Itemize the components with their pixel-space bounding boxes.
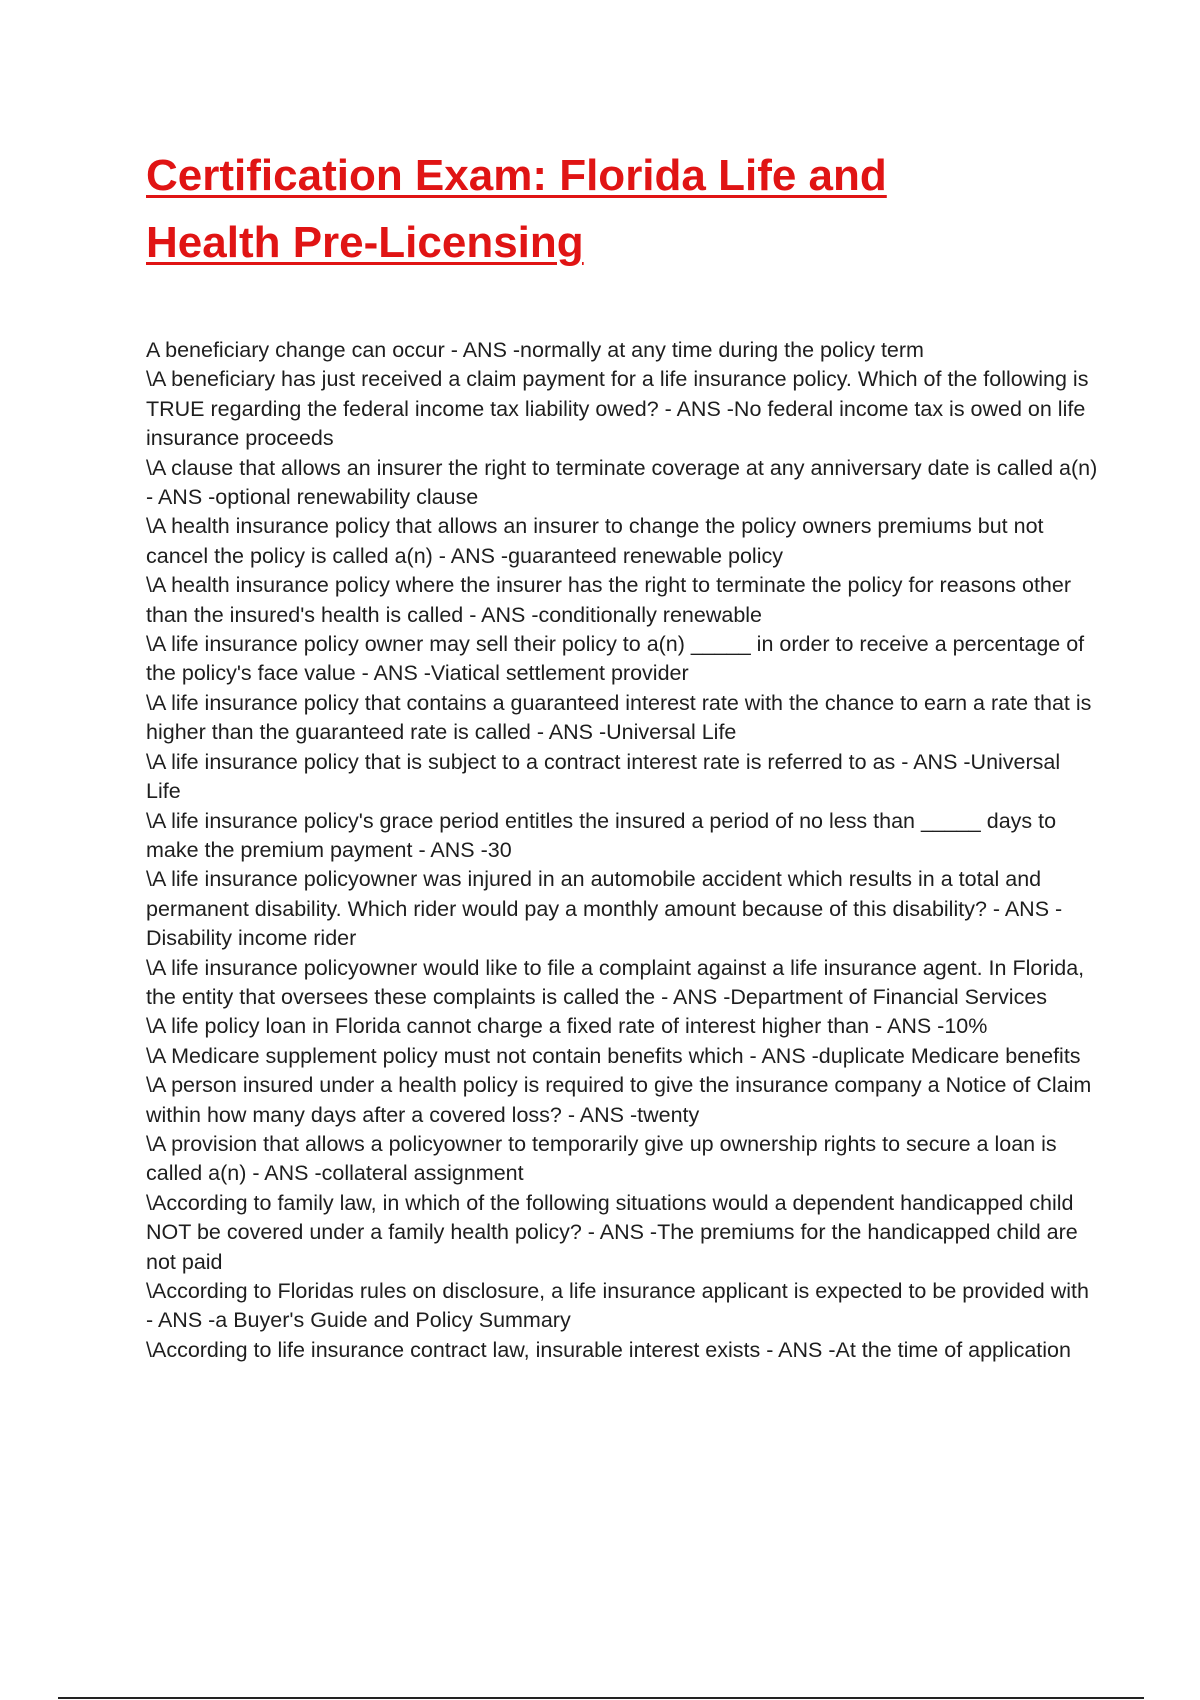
qa-item: \A life insurance policyowner would like to file a complaint against a life insurance agent. In Florida, the entity that oversees these complaints is called the - ANS -Department of Financial Services bbox=[146, 955, 1085, 1009]
qa-item: \A life insurance policy that contains a guaranteed interest rate with the chance to earn a rate that is higher than the guaranteed rate is called - ANS -Universal Life bbox=[146, 690, 1092, 745]
page-title bbox=[146, 142, 1046, 276]
qa-item: A beneficiary change can occur - ANS -normally at any time during the policy term bbox=[146, 338, 924, 362]
qa-item: \A life insurance policyowner was injured in an automobile accident which results in a total and permanent disability. Which rider would pay a monthly amount because of this disability? - ANS -Disability income rider bbox=[146, 867, 1063, 951]
title-line-2: Health Pre-Licensing bbox=[146, 218, 584, 267]
title-line-1: Certification Exam: Florida Life and bbox=[146, 151, 887, 200]
qa-item: \A life insurance policy that is subject to a contract interest rate is referred to as - ANS -Universal Life bbox=[146, 749, 1061, 804]
qa-item: \According to life insurance contract law, insurable interest exists - ANS -At the time of application bbox=[146, 1337, 1071, 1362]
qa-item: \A health insurance policy that allows an insurer to change the policy owners premiums but not cancel the policy is called a(n) - ANS -guaranteed renewable policy bbox=[146, 514, 1044, 568]
qa-item: \A clause that allows an insurer the right to terminate coverage at any anniversary date is called a(n) - ANS -optional renewability clause bbox=[146, 455, 1098, 510]
question-answer-list bbox=[146, 336, 1098, 1365]
qa-item: \A life insurance policy's grace period entitles the insured a period of no less than _____ days to make the premium payment - ANS -30 bbox=[146, 808, 1057, 862]
qa-item: \A life insurance policy owner may sell their policy to a(n) _____ in order to receive a percentage of the policy's face value - ANS -Viatical settlement provider bbox=[146, 632, 1085, 686]
footer-divider bbox=[58, 1697, 1144, 1699]
qa-item: \According to family law, in which of the following situations would a dependent handicapped child NOT be covered under a family health policy? - ANS -The premiums for the handicapped child are not paid bbox=[146, 1190, 1078, 1274]
qa-item: \A health insurance policy where the insurer has the right to terminate the policy for reasons other than the insured's health is called - ANS -conditionally renewable bbox=[146, 573, 1072, 627]
qa-item: \A person insured under a health policy is required to give the insurance company a Notice of Claim within how many days after a covered loss? - ANS -twenty bbox=[146, 1073, 1092, 1127]
qa-item: \A beneficiary has just received a claim payment for a life insurance policy. Which of the following is TRUE regarding the federal income tax liability owed? - ANS -No federal income tax is owed on life insurance proceeds bbox=[146, 367, 1089, 451]
qa-item: \A Medicare supplement policy must not contain benefits which - ANS -duplicate Medicare benefits bbox=[146, 1043, 1081, 1068]
qa-item: \A provision that allows a policyowner to temporarily give up ownership rights to secure a loan is called a(n) - ANS -collateral assignment bbox=[146, 1131, 1057, 1186]
qa-item: \According to Floridas rules on disclosure, a life insurance applicant is expected to be provided with - ANS -a Buyer's Guide and Policy Summary bbox=[146, 1279, 1089, 1333]
qa-item: \A life policy loan in Florida cannot charge a fixed rate of interest higher than - ANS -10% bbox=[146, 1014, 988, 1039]
